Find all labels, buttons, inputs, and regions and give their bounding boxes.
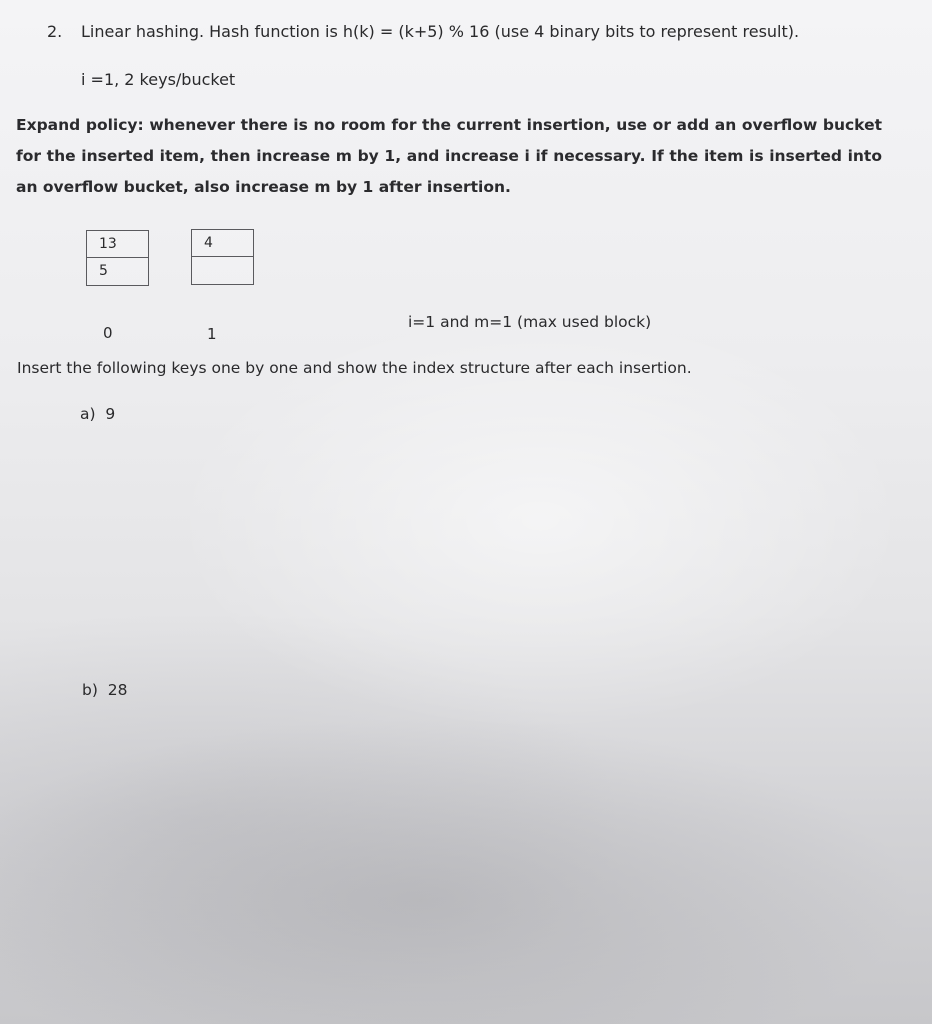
bucket-0 (86, 230, 149, 286)
bucket-0-index: 0 (103, 324, 113, 342)
item-b-label: b) (82, 681, 98, 699)
hash-parameters: i =1, 2 keys/bucket (81, 70, 236, 89)
state-note: i=1 and m=1 (max used block) (408, 313, 652, 331)
expand-policy: Expand policy: whenever there is no room for the current insertion, use or add an overflow bucket for the inserted item, then increase m by 1, and increase i if necessary. If the item is inserted into an overflow bucket, also increase m by 1 after insertion. (16, 116, 882, 196)
bucket-1 (191, 229, 254, 285)
insert-item-b (82, 680, 127, 700)
bucket-1-slot-2 (192, 257, 253, 284)
bucket-1-index: 1 (207, 325, 217, 343)
instruction: Insert the following keys one by one and show the index structure after each insertion. (17, 359, 692, 377)
bucket-1-slot-1: 4 (192, 230, 253, 257)
insert-item-a (80, 404, 115, 424)
question-number: 2. (47, 22, 63, 41)
item-a-value: 9 (105, 405, 116, 423)
question-title: Linear hashing. Hash function is h(k) = (k+5) % 16 (use 4 binary bits to represent result). (81, 22, 800, 41)
bucket-0-slot-1: 13 (87, 231, 148, 258)
item-b-value: 28 (107, 681, 128, 699)
item-a-label: a) (80, 405, 96, 423)
bucket-0-slot-2: 5 (99, 263, 108, 279)
